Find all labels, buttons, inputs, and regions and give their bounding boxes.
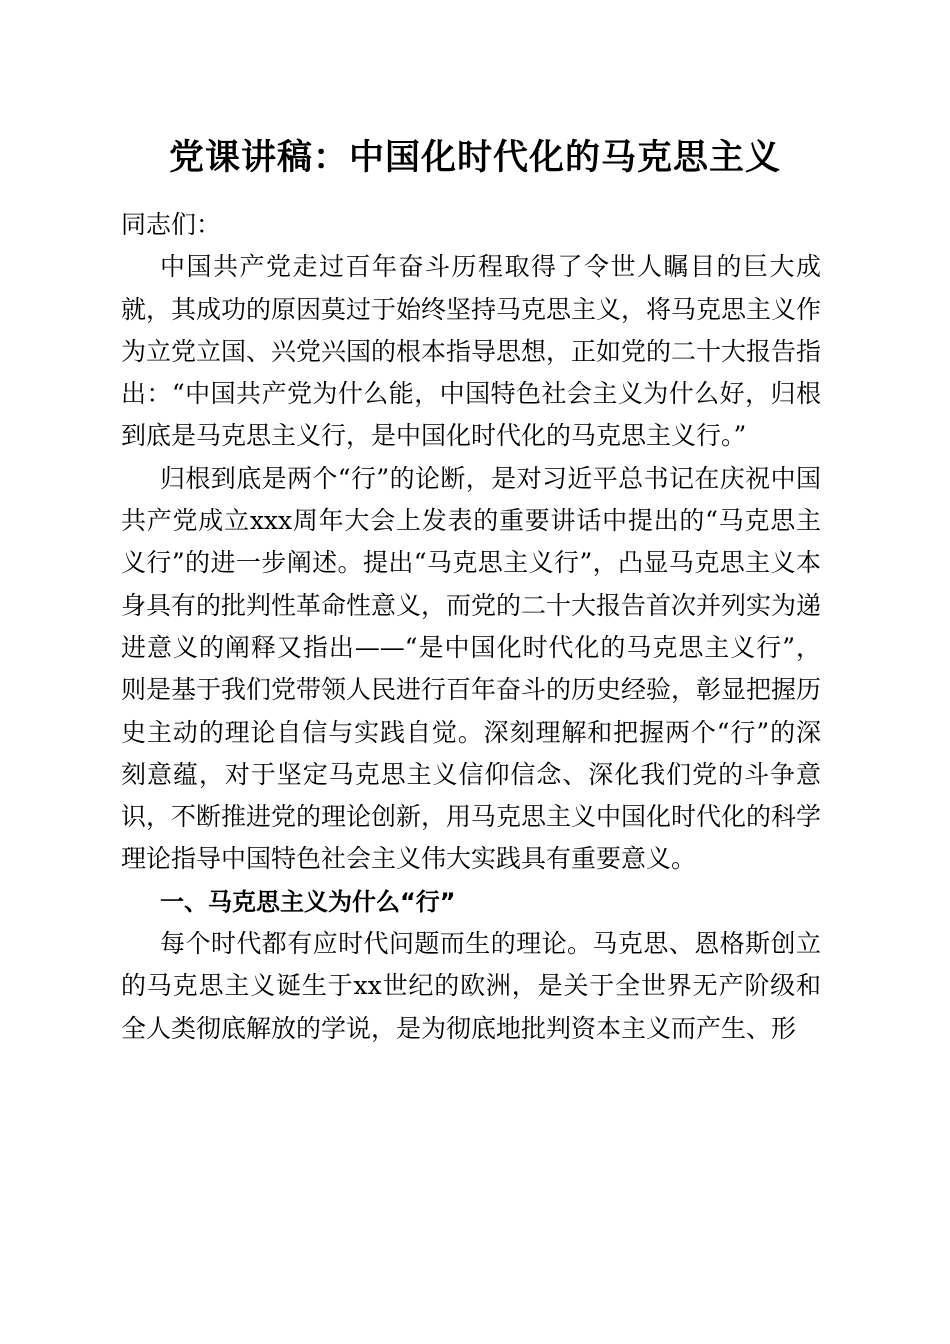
document-title: 党课讲稿：中国化时代化的马克思主义 [168,137,781,178]
paragraph-section-1: 每个时代都有应时代问题而生的理论。马克思、恩格斯创立的马克思主义诞生于xx世纪的欧洲，是关于全世界无产阶级和全人类彻底解放的学说，是为彻底地批判资本主义而产生、形 [121,929,821,1043]
salutation: 同志们： [121,210,222,239]
section-heading-1: 一、马克思主义为什么“行” [160,887,456,916]
paragraph-intro: 中国共产党走过百年奋斗历程取得了令世人瞩目的巨大成就，其成功的原因莫过于始终坚持马克思主义，将马克思主义作为立党立国、兴党兴国的根本指导思想，正如党的二十大报告指出：“中国共产党为什么能，中国特色社会主义为什么好，归根到底是马克思主义行，是中国化时代化的马克思主义行。” [121,252,822,451]
document-body [121,204,821,1050]
paragraph-two-xing: 归根到底是两个“行”的论断，是对习近平总书记在庆祝中国共产党成立xxx周年大会上发表的重要讲话中提出的“马克思主义行”的进一步阐述。提出“马克思主义行”，凸显马克思主义本身具有的批判性革命性意义，而党的二十大报告首次并列实为递进意义的阐释又指出——“是中国化时代化的马克思主义行”，则是基于我们党带领人民进行百年奋斗的历史经验，彰显把握历史主动的理论自信与实践自觉。深刻理解和把握两个“行”的深刻意蕴，对于坚定马克思主义信仰信念、深化我们党的斗争意识，不断推进党的理论创新，用马克思主义中国化时代化的科学理论指导中国特色社会主义伟大实践具有重要意义。 [121,463,822,874]
